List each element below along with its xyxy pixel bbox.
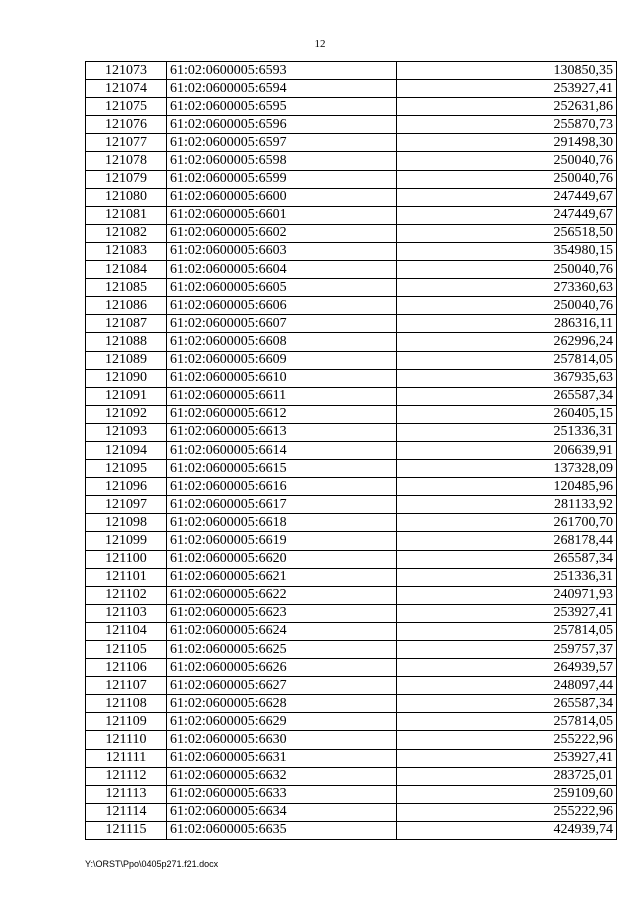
page-number: 12 xyxy=(314,38,326,50)
table-row xyxy=(86,460,617,478)
row-number-cell: 121112 xyxy=(86,767,167,785)
cadastral-number-cell: 61:02:0600005:6607 xyxy=(167,315,397,333)
table-row xyxy=(86,261,617,279)
table-row xyxy=(86,568,617,586)
cadastral-value-cell: 251336,31 xyxy=(397,423,617,441)
table-row xyxy=(86,821,617,839)
cadastral-value-cell: 259109,60 xyxy=(397,785,617,803)
cadastral-number-cell: 61:02:0600005:6627 xyxy=(167,677,397,695)
cadastral-value-cell: 265587,34 xyxy=(397,695,617,713)
row-number-cell: 121081 xyxy=(86,206,167,224)
table-row xyxy=(86,152,617,170)
cadastral-number-cell: 61:02:0600005:6628 xyxy=(167,695,397,713)
row-number-cell: 121084 xyxy=(86,261,167,279)
cadastral-value-cell: 247449,67 xyxy=(397,188,617,206)
cadastral-number-cell: 61:02:0600005:6613 xyxy=(167,423,397,441)
cadastral-value-cell: 264939,57 xyxy=(397,659,617,677)
cadastral-value-cell: 265587,34 xyxy=(397,550,617,568)
table-row xyxy=(86,550,617,568)
row-number-cell: 121091 xyxy=(86,387,167,405)
cadastral-value-cell: 137328,09 xyxy=(397,460,617,478)
table-body xyxy=(86,62,617,840)
table-row xyxy=(86,695,617,713)
row-number-cell: 121097 xyxy=(86,496,167,514)
cadastral-number-cell: 61:02:0600005:6599 xyxy=(167,170,397,188)
cadastral-value-cell: 262996,24 xyxy=(397,333,617,351)
table-row xyxy=(86,315,617,333)
cadastral-number-cell: 61:02:0600005:6605 xyxy=(167,279,397,297)
cadastral-number-cell: 61:02:0600005:6618 xyxy=(167,514,397,532)
cadastral-number-cell: 61:02:0600005:6631 xyxy=(167,749,397,767)
row-number-cell: 121109 xyxy=(86,713,167,731)
table-row xyxy=(86,279,617,297)
cadastral-value-cell: 265587,34 xyxy=(397,387,617,405)
row-number-cell: 121113 xyxy=(86,785,167,803)
row-number-cell: 121082 xyxy=(86,224,167,242)
row-number-cell: 121107 xyxy=(86,677,167,695)
table-row xyxy=(86,622,617,640)
row-number-cell: 121087 xyxy=(86,315,167,333)
cadastral-value-cell: 253927,41 xyxy=(397,604,617,622)
cadastral-value-cell: 248097,44 xyxy=(397,677,617,695)
row-number-cell: 121075 xyxy=(86,98,167,116)
row-number-cell: 121103 xyxy=(86,604,167,622)
cadastral-number-cell: 61:02:0600005:6602 xyxy=(167,224,397,242)
cadastral-number-cell: 61:02:0600005:6626 xyxy=(167,659,397,677)
table-row xyxy=(86,803,617,821)
cadastral-number-cell: 61:02:0600005:6632 xyxy=(167,767,397,785)
cadastral-number-cell: 61:02:0600005:6624 xyxy=(167,622,397,640)
table-row xyxy=(86,641,617,659)
row-number-cell: 121093 xyxy=(86,423,167,441)
cadastral-value-cell: 273360,63 xyxy=(397,279,617,297)
table-row xyxy=(86,98,617,116)
table-row xyxy=(86,116,617,134)
table-row xyxy=(86,785,617,803)
row-number-cell: 121074 xyxy=(86,80,167,98)
table-row xyxy=(86,224,617,242)
table-row xyxy=(86,767,617,785)
row-number-cell: 121101 xyxy=(86,568,167,586)
row-number-cell: 121089 xyxy=(86,351,167,369)
table-row xyxy=(86,423,617,441)
row-number-cell: 121105 xyxy=(86,641,167,659)
row-number-cell: 121098 xyxy=(86,514,167,532)
cadastral-value-cell: 281133,92 xyxy=(397,496,617,514)
cadastral-number-cell: 61:02:0600005:6600 xyxy=(167,188,397,206)
cadastral-number-cell: 61:02:0600005:6617 xyxy=(167,496,397,514)
cadastral-number-cell: 61:02:0600005:6609 xyxy=(167,351,397,369)
cadastral-number-cell: 61:02:0600005:6621 xyxy=(167,568,397,586)
cadastral-value-table xyxy=(85,61,617,840)
table-row xyxy=(86,188,617,206)
cadastral-number-cell: 61:02:0600005:6612 xyxy=(167,405,397,423)
table-row xyxy=(86,206,617,224)
cadastral-value-cell: 247449,67 xyxy=(397,206,617,224)
row-number-cell: 121094 xyxy=(86,441,167,459)
cadastral-value-cell: 259757,37 xyxy=(397,641,617,659)
table-row xyxy=(86,496,617,514)
cadastral-number-cell: 61:02:0600005:6594 xyxy=(167,80,397,98)
row-number-cell: 121108 xyxy=(86,695,167,713)
cadastral-value-cell: 354980,15 xyxy=(397,242,617,260)
table-row xyxy=(86,514,617,532)
cadastral-number-cell: 61:02:0600005:6619 xyxy=(167,532,397,550)
cadastral-number-cell: 61:02:0600005:6622 xyxy=(167,586,397,604)
row-number-cell: 121090 xyxy=(86,369,167,387)
cadastral-number-cell: 61:02:0600005:6630 xyxy=(167,731,397,749)
cadastral-number-cell: 61:02:0600005:6601 xyxy=(167,206,397,224)
row-number-cell: 121102 xyxy=(86,586,167,604)
table-row xyxy=(86,333,617,351)
cadastral-value-cell: 286316,11 xyxy=(397,315,617,333)
cadastral-number-cell: 61:02:0600005:6603 xyxy=(167,242,397,260)
cadastral-number-cell: 61:02:0600005:6623 xyxy=(167,604,397,622)
row-number-cell: 121100 xyxy=(86,550,167,568)
cadastral-value-cell: 255222,96 xyxy=(397,803,617,821)
cadastral-number-cell: 61:02:0600005:6593 xyxy=(167,62,397,80)
row-number-cell: 121086 xyxy=(86,297,167,315)
cadastral-value-cell: 257814,05 xyxy=(397,622,617,640)
cadastral-value-cell: 253927,41 xyxy=(397,80,617,98)
cadastral-value-cell: 240971,93 xyxy=(397,586,617,604)
cadastral-number-cell: 61:02:0600005:6614 xyxy=(167,441,397,459)
table-row xyxy=(86,586,617,604)
table-row xyxy=(86,369,617,387)
cadastral-number-cell: 61:02:0600005:6608 xyxy=(167,333,397,351)
cadastral-value-cell: 255222,96 xyxy=(397,731,617,749)
row-number-cell: 121104 xyxy=(86,622,167,640)
cadastral-value-cell: 291498,30 xyxy=(397,134,617,152)
row-number-cell: 121077 xyxy=(86,134,167,152)
cadastral-number-cell: 61:02:0600005:6604 xyxy=(167,261,397,279)
table-row xyxy=(86,659,617,677)
cadastral-number-cell: 61:02:0600005:6615 xyxy=(167,460,397,478)
row-number-cell: 121088 xyxy=(86,333,167,351)
row-number-cell: 121076 xyxy=(86,116,167,134)
table-row xyxy=(86,405,617,423)
cadastral-value-cell: 257814,05 xyxy=(397,713,617,731)
cadastral-value-cell: 255870,73 xyxy=(397,116,617,134)
cadastral-number-cell: 61:02:0600005:6597 xyxy=(167,134,397,152)
row-number-cell: 121106 xyxy=(86,659,167,677)
cadastral-value-cell: 250040,76 xyxy=(397,170,617,188)
cadastral-value-cell: 260405,15 xyxy=(397,405,617,423)
cadastral-value-cell: 130850,35 xyxy=(397,62,617,80)
table-row xyxy=(86,134,617,152)
table-row xyxy=(86,677,617,695)
row-number-cell: 121114 xyxy=(86,803,167,821)
cadastral-number-cell: 61:02:0600005:6629 xyxy=(167,713,397,731)
row-number-cell: 121115 xyxy=(86,821,167,839)
row-number-cell: 121080 xyxy=(86,188,167,206)
cadastral-number-cell: 61:02:0600005:6634 xyxy=(167,803,397,821)
cadastral-number-cell: 61:02:0600005:6596 xyxy=(167,116,397,134)
table-row xyxy=(86,478,617,496)
cadastral-value-cell: 268178,44 xyxy=(397,532,617,550)
table-row xyxy=(86,749,617,767)
cadastral-value-cell: 283725,01 xyxy=(397,767,617,785)
cadastral-value-cell: 250040,76 xyxy=(397,261,617,279)
table-row xyxy=(86,351,617,369)
cadastral-value-cell: 250040,76 xyxy=(397,152,617,170)
row-number-cell: 121092 xyxy=(86,405,167,423)
row-number-cell: 121079 xyxy=(86,170,167,188)
cadastral-number-cell: 61:02:0600005:6633 xyxy=(167,785,397,803)
cadastral-value-cell: 261700,70 xyxy=(397,514,617,532)
row-number-cell: 121096 xyxy=(86,478,167,496)
cadastral-number-cell: 61:02:0600005:6606 xyxy=(167,297,397,315)
row-number-cell: 121110 xyxy=(86,731,167,749)
table-row xyxy=(86,731,617,749)
table-row xyxy=(86,441,617,459)
row-number-cell: 121085 xyxy=(86,279,167,297)
cadastral-number-cell: 61:02:0600005:6635 xyxy=(167,821,397,839)
table-row xyxy=(86,80,617,98)
cadastral-number-cell: 61:02:0600005:6625 xyxy=(167,641,397,659)
row-number-cell: 121095 xyxy=(86,460,167,478)
table-row xyxy=(86,297,617,315)
table-row xyxy=(86,713,617,731)
document-file-path: Y:\ORST\Ppo\0405p271.f21.docx xyxy=(85,859,219,869)
table-row xyxy=(86,170,617,188)
row-number-cell: 121111 xyxy=(86,749,167,767)
table-row xyxy=(86,62,617,80)
cadastral-number-cell: 61:02:0600005:6598 xyxy=(167,152,397,170)
cadastral-value-cell: 250040,76 xyxy=(397,297,617,315)
cadastral-value-cell: 367935,63 xyxy=(397,369,617,387)
table-row xyxy=(86,604,617,622)
cadastral-value-cell: 252631,86 xyxy=(397,98,617,116)
cadastral-value-cell: 120485,96 xyxy=(397,478,617,496)
table-row xyxy=(86,387,617,405)
cadastral-number-cell: 61:02:0600005:6616 xyxy=(167,478,397,496)
cadastral-number-cell: 61:02:0600005:6595 xyxy=(167,98,397,116)
row-number-cell: 121078 xyxy=(86,152,167,170)
cadastral-value-cell: 257814,05 xyxy=(397,351,617,369)
row-number-cell: 121099 xyxy=(86,532,167,550)
cadastral-number-cell: 61:02:0600005:6611 xyxy=(167,387,397,405)
row-number-cell: 121083 xyxy=(86,242,167,260)
cadastral-value-cell: 253927,41 xyxy=(397,749,617,767)
cadastral-value-cell: 206639,91 xyxy=(397,441,617,459)
row-number-cell: 121073 xyxy=(86,62,167,80)
cadastral-value-cell: 256518,50 xyxy=(397,224,617,242)
table-row xyxy=(86,242,617,260)
cadastral-value-cell: 251336,31 xyxy=(397,568,617,586)
cadastral-value-cell: 424939,74 xyxy=(397,821,617,839)
cadastral-number-cell: 61:02:0600005:6610 xyxy=(167,369,397,387)
cadastral-number-cell: 61:02:0600005:6620 xyxy=(167,550,397,568)
table-row xyxy=(86,532,617,550)
